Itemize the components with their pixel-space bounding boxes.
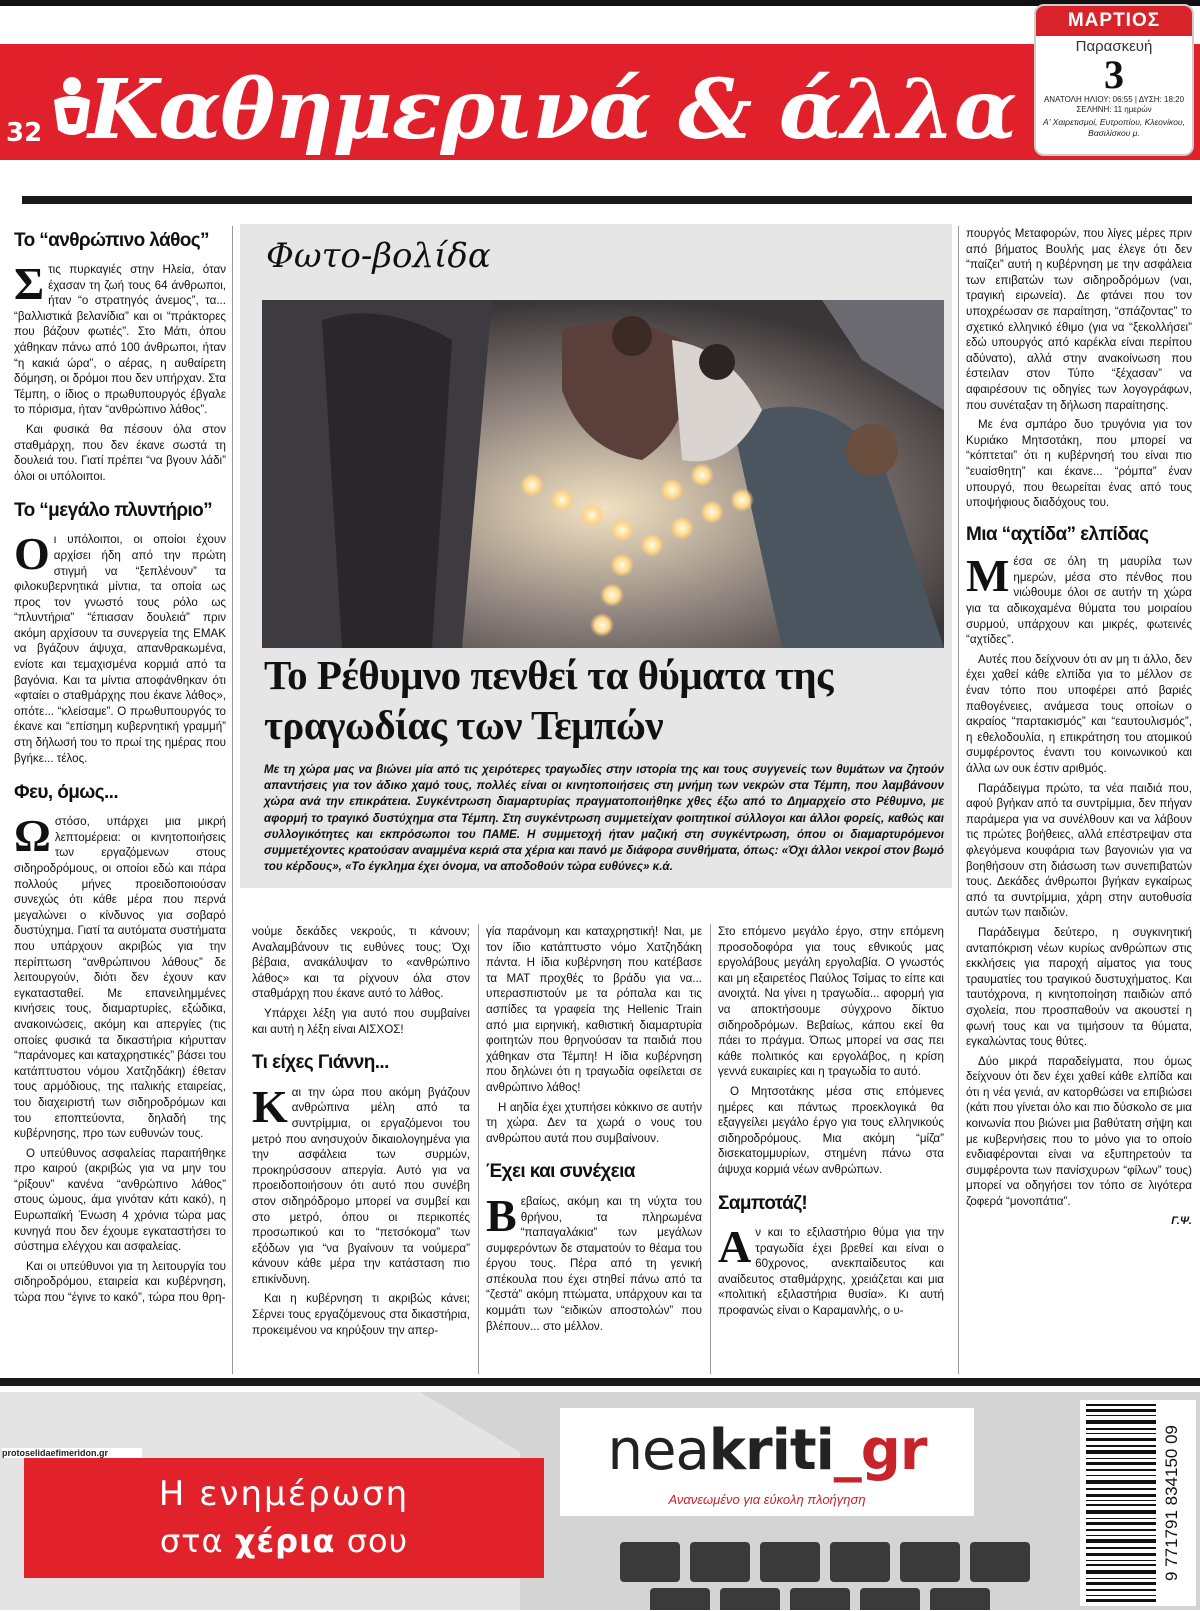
drop-cap: Σ <box>14 258 45 309</box>
feature-lead: Με τη χώρα μας να βιώνει μία από τις χειρότερες τραγωδίες στην ιστορία της και τους συγγενείς των θυμάτων να ζητούν απαντήσεις για τον άδικο χαμό τους, πολλές είναι οι κινητοποιήσεις στη μνήμη των νεκρών στα Τέμπη, που λαμβάνουν χώρα ανά την επικράτεια. Συγκέντρωση διαμαρτυρίας πραγματοποιήθηκε χθες έξω από το Δημαρχείο στο Ρέθυμνο, με αφορμή το τραγικό δυστύχημα στα Τέμπη. Στη συγκέντρωση συμμετείχαν φοιτητικοί σύλλογοι και άλλοι φορείς, καθώς και συλλογικότητες και εκπρόσωποι του ΠΑΜΕ. Η συμμετοχή ήταν μαζική στη συγκέντρωση, όπου οι διαμαρτυρόμενοι συμμετέχοντες κρατούσαν αναμμένα κεριά στα χέρια και πανό με διάφορα συνθήματα, όπως: «Όχι άλλοι νεκροί στον βωμό του κέρδους», «Το έγκλημα έχει όνομα, να αποδοθούν τώρα ευθύνες» κ.ά. <box>264 763 944 874</box>
column-divider <box>710 924 711 1374</box>
heading-what-you-had: Τι είχες Γιάννη... <box>252 1052 389 1074</box>
column-divider <box>232 226 233 1374</box>
paragraph: Και η κυβέρνηση τι ακριβώς κάνει; Σέρνει τους εργαζόμενους στα δικαστήρια, προκειμένου να κηρύξουν την απερ- <box>252 1292 470 1337</box>
heading-big-laundry: Το “μεγάλο πλυντήριο” <box>14 500 213 522</box>
paragraph: Δύο μικρά παραδείγματα, που όμως δείχνουν ότι δεν έχει χαθεί κάθε ελπίδα και ότι η νέα γενιά, αν κατορθώσει να επιβιώσει (κάτι που γίνεται όλο και πιο δύσκολο σε μια κοινωνία που βιώνει μια βαθύτατη σήψη και με κυβερνήσεις που το μόνο για το οποίο ενδιαφέρονται είναι να εξυπηρετούν τα συμφέροντα των πανίσχυρων “φίλων” τους) μπορεί να οδηγήσει τον τόπο σε λιγότερα ζοφερά “μονοπάτια”. <box>966 1054 1192 1209</box>
ad-slogan-emphasis: χέρια <box>234 1522 336 1560</box>
paragraph: εβαίως, ακόμη και τη νύχτα του θρήνου, τα πληρωμένα “παπαγαλάκια” των μεγάλων συμφερόντων δε σταματούν το θέαμα του έργου τους. Πέρα από τη γενική σπέκουλα που έχει στηθεί πάνω από τα “ζεστά” ακόμη πτώματα, υπάρχουν και τα κομμάτι των “ειδικών αποστολών” που βλέπουν... στο μέλλον. <box>486 1194 702 1333</box>
column-4 <box>718 924 944 1374</box>
drop-cap: Ο <box>14 528 50 580</box>
ad-slogan-part: σου <box>335 1522 409 1560</box>
heading-sabotage: Σαμποτάζ! <box>718 1192 808 1214</box>
feature-label: Φωτο-βολίδα <box>266 236 491 276</box>
left-column <box>14 226 226 1374</box>
calendar-weekday: Παρασκευή <box>1075 38 1153 55</box>
candle-vigil-photo <box>262 300 944 648</box>
column-2 <box>252 924 470 1374</box>
section-masthead: Καθημερινά & άλλα <box>88 62 1017 158</box>
drop-cap: Β <box>486 1189 517 1241</box>
calendar-moon: ΣΕΛΗΝΗ: 11 ημερών <box>1076 105 1152 114</box>
paragraph: Ο υπεύθυνος ασφαλείας παραιτήθηκε προ καιρού (ακριβώς για να μην του “ρίξουν” κανένα “ανθρώπινο λάθος” στους ώμους, άμα γινόταν κάτι κακό), η Ευρωπαϊκή Ένωση 4 χρόνια τώρα μας κυνηγά που δεν έχουμε εγκαταστήσει το σύστημα ελέγχου και ασφαλείας. <box>14 1146 226 1254</box>
left-body-2 <box>14 528 226 766</box>
ad-slogan-line-2 <box>24 1522 544 1560</box>
paragraph: Και οι υπεύθυνοι για τη λειτουργία του σιδηροδρόμου, εταιρεία και κυβέρνηση, τώρα που “έγινε το κακό”, τώρα που θρη- <box>14 1259 226 1305</box>
paragraph: Παράδειγμα δεύτερο, η συγκινητική ανταπόκριση νέων κυρίως ανθρώπων στις εκκλήσεις για παροχή αίματος για τους τραυματίες του τραγικού δυστυχήματος. Και ταυτόχρονα, η κινητοποίηση παιδιών από σχολεία, που προσπαθούν να ακουστεί η φωνή τους και να τιμήσουν τα θύματα, εγκαλώντας τους θύτες. <box>966 925 1192 1049</box>
paragraph: τις πυρκαγιές στην Ηλεία, όταν έχασαν τη ζωή τους 64 άνθρωποι, ήταν “ο στρατηγός άνεμος”, τα... “βαλλιστικά βελανίδια” και οι “πράκτορες που βάζουν φωτιές”. Στο Μάτι, όπου χάθηκαν πάνω από 100 άνθρωποι, ήταν “η κακιά ώρα”, ο αέρας, η αυθαίρετη δόμηση, οι δρόμοι που δεν υπήρχαν. Στα Τέμπη, ο ίδιος ο πρωθυπουργός έβγαλε το πόρισμα, ήταν “ανθρώπινο λάθος”. <box>14 263 226 417</box>
left-body-3 <box>14 810 226 1305</box>
feature-headline: Το Ρέθυμνο πενθεί τα θύματα της τραγωδίας των Τεμπών <box>264 652 833 748</box>
paragraph: Στο επόμενο μεγάλο έργο, στην επόμενη προσοδοφόρα για τους εθνικούς μας εργολάβους μεγάλη εργολαβία. Ο γνωστός και μη εξαιρετέος Παύλος Τσίμας το είπε και ανοιχτά. Να γίνει η τραγωδία... αφορμή για να αποκτήσουμε σύγχρονο δίκτυο σιδηροδρόμων. Βεβαίως, κάπου εκεί θα πάει το πράγμα. Όπως μπορεί να σας πει κάθε πολιτικός και εργολάβος, η κρίση γεννά ευκαιρίες και η τραγωδία το αυτό. <box>718 925 944 1079</box>
paragraph: έσα σε όλη τη μαυρίλα των ημερών, μέσα στο πένθος που νιώθουμε όλοι σε αυτήν τη χώρα για τα αδικοχαμένα θύματα του μοιραίου συρμού, υπάρχουν και μικρές, φωτεινές “αχτίδες”. <box>966 555 1192 647</box>
ad-slogan-part: στα <box>159 1522 235 1560</box>
heading-to-be-continued: Έχει και συνέχεια <box>486 1161 635 1183</box>
paragraph: πουργός Μεταφορών, που λίγες μέρες πριν από βήματος Βουλής μας έλεγε ότι δεν “παίζει” αυτή η κυβέρνηση με την ασφάλεια των επιβατών των σιδηροδρόμων (ναι, τραγική ειρωνεία). Δε φτάνει που τον υποχρέωσαν σε παραίτηση, “σπάζοντας” το σχετικό ελληνικό έθιμο (για να “ξεκολλήσει” εδώ υπουργός από καρέκλα είναι περίπου αδύνατο), αλλά στην ανακοίνωση που έστειλαν στον Τύπο “ξέχασαν” να αφαιρέσουν τις οδηγίες των λογογράφων, που συνέταξαν τη δήλωση παραίτησης. <box>966 227 1192 412</box>
ad-tagline: Ανανεωμένο για εύκολη πλοήγηση <box>668 1492 866 1507</box>
drop-cap: Ω <box>14 810 51 862</box>
heading-alas: Φευ, όμως... <box>14 782 119 804</box>
right-column <box>966 226 1192 1374</box>
brand-part: kriti <box>708 1418 834 1483</box>
barcode-number: 9 771791 834150 09 <box>1162 1425 1181 1581</box>
paragraph: Ο Μητσοτάκης μέσα στις επόμενες ημέρες και πάντως προεκλογικά θα εξαγγείλει μεγάλο έργο για τους ελληνικούς σιδηροδρόμους. Μια ακόμη “μίζα” δισεκατομμυρίων, στημένη πάνω στα άψυχα κορμιά νέων ανθρώπων. <box>718 1084 944 1176</box>
ad-brand-logo[interactable] <box>560 1418 974 1483</box>
paragraph: Αυτές που δείχνουν ότι αν μη τι άλλο, δεν έχει χαθεί κάθε ελπίδα για το μέλλον σε έναν τόπο που υποφέρει από βαριές παθογένειες, ανάμεσα τους οποίων ο ακραίος “παρτακισμός” και “εαυτουλισμός”, η εθελοδουλία, η επικράτηση του ατομικού συμφέροντος έναντι του κοινωνικού και άλλα ων ουκ έστιν αριθμός. <box>966 652 1192 775</box>
brand-part: _gr <box>833 1418 927 1483</box>
author-signature: Γ.Ψ. <box>1171 1214 1192 1227</box>
page-number: 32 <box>6 118 43 148</box>
heading-ray-of-hope: Μια “αχτίδα” ελπίδας <box>966 523 1149 545</box>
drop-cap: Μ <box>966 550 1010 602</box>
paragraph: νούμε δεκάδες νεκρούς, τι κάνουν; Αναλαμβάνουν τις ευθύνες τους; Όχι βέβαια, ανακάλυψαν το «ανθρώπινο λάθος» και τα ρίχνουν όλα στον σταθμάρχη που έκανε αυτό το λάθος. <box>252 925 470 1001</box>
brand-part: nea <box>607 1418 709 1483</box>
column-divider <box>958 226 959 1374</box>
column-divider <box>478 924 479 1374</box>
heading-human-error: Το “ανθρώπινο λάθος” <box>14 230 209 251</box>
source-watermark: protoselidaefimeridon.gr <box>2 1448 142 1458</box>
calendar-month: ΜΑΡΤΙΟΣ <box>1036 6 1192 36</box>
left-body-1 <box>14 258 226 484</box>
paragraph: Και φυσικά θα πέσουν όλα στον σταθμάρχη, που δεν έκανε σωστά τη δουλειά του. Γιατί πρέπει “να βγουν λάδι” όλοι οι υπόλοιποι. <box>14 422 226 483</box>
calendar-sun-times: ΑΝΑΤΟΛΗ ΗΛΙΟΥ: 06:55 | ΔΥΣΗ: 18:20 <box>1043 95 1185 104</box>
date-calendar <box>1034 4 1194 156</box>
drop-cap: Κ <box>252 1080 288 1132</box>
paragraph: Η αηδία έχει χτυπήσει κόκκινο σε αυτήν τη χώρα. Δεν τα χωρά ο νους του ανθρώπου αυτά που συμβαίνουν. <box>486 1100 702 1145</box>
calendar-day-number: 3 <box>1104 52 1124 97</box>
paragraph: Με ένα σμπάρο δυο τρυγόνια για τον Κυριάκο Μητσοτάκη, που μπορεί να “κόπτεται” ότι η κυβέρνησή του είναι πιο “ευαίσθητη” και έκανε... “ρόμπα” έναν υπουργό, που θεωρείται ένας από τους υποψήφιους διαδόχους του. <box>966 418 1192 510</box>
drop-cap: Α <box>718 1221 752 1273</box>
paragraph: γία παράνομη και καταχρηστική! Ναι, με τον ίδιο κατάπτυστο νόμο Χατζηδάκη πάντα. Η ίδια κυβέρνηση που κατέβασε τα ΜΑΤ προχθές το βράδυ για να... υπερασπιστούν με τα ρόπαλα και τις ασπίδες τα γραφεία της Hellenic Train από μια ειρηνική, καθιστική διαμαρτυρία φοιτητών που θρηνούσαν τα παιδιά που χάθηκαν στα Τέμπη! Η ίδια κυβέρνηση που δηλώνει ότι η τραγωδία οφείλεται σε ανθρώπινο λάθος! <box>486 925 702 1094</box>
ad-slogan-line-1: Η ενημέρωση <box>158 1474 410 1514</box>
column-3 <box>486 924 702 1374</box>
paragraph: ι υπόλοιποι, οι οποίοι έχουν αρχίσει ήδη από την πρώτη στιγμή να “ξεπλένουν” τα φιλοκυβερνητικά μίντια, τα οποία ως προς τον γνωστό τους ρόλο ως “πλυντήρια” “έπιασαν δουλειά” πριν ακόμη αρχίσουν τα συνεργεία της ΕΜΑΚ να βγάζουν άψυχα, απανθρακωμένα, ενίοτε και τεμαχισμένα κορμιά από τα βαγόνια. Και τα μίντια αποφάνθηκαν ότι «φταίει ο σταθμάρχης που έκανε λάθος», οπότε... “κλείσαμε”. Ο πρωθυπουργός το έκανε και “επίσημη κυβερνητική γραμμή” στη δήλωσή του το πρωί της ημέρας που βγήκε... τέλος. <box>14 533 226 765</box>
paragraph: Παράδειγμα πρώτο, τα νέα παιδιά που, αφού βγήκαν από τα συντρίμμια, δεν πήγαν παράμερα για να συνέλθουν και να λάβουν τις πρώτες βοήθειες, αλλά επέστρεψαν στα φλεγόμενα κουφάρια των βαγονιών για να βοηθήσουν στη διάσωση των συνεπιβατών τους. Δεκάδες άνθρωποι βγήκαν εγκαίρως από τα συντρίμμια, χάρη στην αυτοθυσία αυτών των παιδιών. <box>966 781 1192 920</box>
paragraph: αι την ώρα που ακόμη βγάζουν ανθρώπινα μέλη από τα συντρίμμια, οι εργαζόμενοι του μετρό που ανησυχούν δικαιολογημένα για την ασφάλεια των συρμών, προκηρύσσουν απεργία. Αυτό για να προειδοποιήσουν ότι αυτό που συνέβη στον σιδηρόδρομο μπορεί να συμβεί και στο μετρό, όπου οι περικοπές προσωπικού και το “πετσόκομα” των εξόδων για “να βγαίνουν τα νούμερα” κάνουν κάθε μέρα την κατάσταση πιο επικίνδυνη. <box>252 1085 470 1286</box>
paragraph: στόσο, υπάρχει μια μικρή λεπτομέρεια: οι κινητοποιήσεις των εργαζόμενων στους σιδηροδρόμους, οι οποίοι εδώ και πάρα πολλούς μήνες προειδοποιούσαν συνεχώς ότι κάθε μέρα που περνά μεγαλώνει ο κίνδυνος για σοβαρό δυστύχημα. Γιατί τα αυτόματα συστήματα που υπάρχουν ακριβώς για την περίπτωση “ανθρώπινου λάθους” δε λειτουργούν, διότι δεν έχουν καν εγκατασταθεί. Με επανειλημμένες κινήσεις τους, διαμαρτυρίες, εξώδικα, ανακοινώσεις, ακόμη και απεργίες (τις οποίες φυσικά τα δικαστήρια κήρυτταν “παράνομες και καταχρηστικές” βάσει του κατάπτυστου νόμου Χατζηδάκη) έθεταν τους αρμόδιους, της ιταλικής εταιρείας, του διαχειριστή των σιδηροδρόμων και του εποπτεύοντα, δηλαδή της κυβέρνησης, προ των ευθυνών τους. <box>14 815 226 1141</box>
top-rule <box>0 0 1200 6</box>
paragraph: Υπάρχει λέξη για αυτό που συμβαίνει και αυτή η λέξη είναι ΑΙΣΧΟΣ! <box>252 1006 470 1036</box>
header-rule <box>22 196 1192 204</box>
calendar-name-days: Α' Χαιρετισμοί, Ευτροπίου, Κλεονίκου, Βασιλίσκου μ. <box>1043 117 1185 138</box>
paragraph: ν και το εξιλαστήριο θύμα για την τραγωδία έχει βρεθεί και είναι ο 60χρονος, ανεκπαίδευτος και αναίδευτος σταθμάρχης, χρειάζεται και μια «πολιτική εξιλαστήρια θυσία». Κι αυτή προφανώς είναι ο Καραμανλής, ο υ- <box>718 1226 944 1318</box>
footer-rule <box>0 1378 1200 1386</box>
